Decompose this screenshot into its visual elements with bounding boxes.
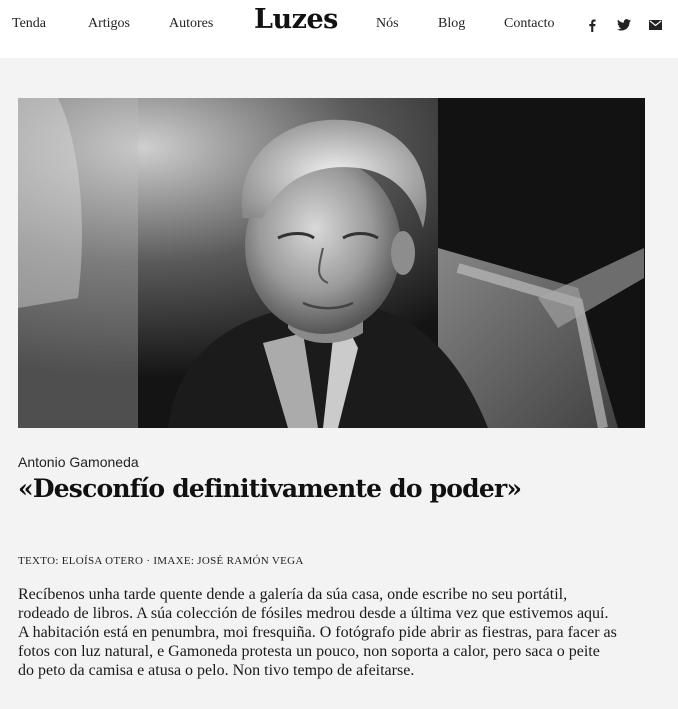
facebook-icon[interactable] — [583, 17, 601, 33]
article-title: «Desconfío definitivamente do poder» — [18, 474, 522, 503]
nav-link-artigos[interactable]: Artigos — [88, 16, 130, 31]
portrait-image — [18, 98, 645, 428]
top-navigation — [0, 0, 678, 58]
twitter-icon[interactable] — [615, 17, 633, 33]
article-kicker: Antonio Gamoneda — [18, 454, 139, 470]
hero-photo — [18, 98, 645, 428]
nav-link-autores[interactable]: Autores — [169, 16, 214, 31]
nav-link-blog[interactable]: Blog — [438, 16, 466, 31]
nav-link-tenda[interactable]: Tenda — [12, 16, 47, 31]
site-logo[interactable]: Luzes — [254, 4, 338, 35]
article-body: Recíbenos unha tarde quente dende a galería da súa casa, onde escribe no seu portátil, rodeado de libros. A súa colección de fósiles medrou desde a última vez que estivemos aquí. A habitación está en penumbra, moi fresquiña. O fotógrafo pide abrir as fiestras, para facer as fotos con luz natural, e Gamoneda protesta un pouco, non soporta a calor, pero saca o peite do peto da camisa e atusa o pelo. Non tivo tempo de afeitarse. — [18, 586, 617, 679]
article-credits: TEXTO: ELOÍSA OTERO · IMAXE: JOSÉ RAMÓN VEGA — [18, 555, 304, 567]
mail-icon[interactable] — [646, 17, 664, 33]
nav-link-nos[interactable]: Nós — [376, 16, 399, 31]
nav-link-contacto[interactable]: Contacto — [504, 16, 555, 31]
